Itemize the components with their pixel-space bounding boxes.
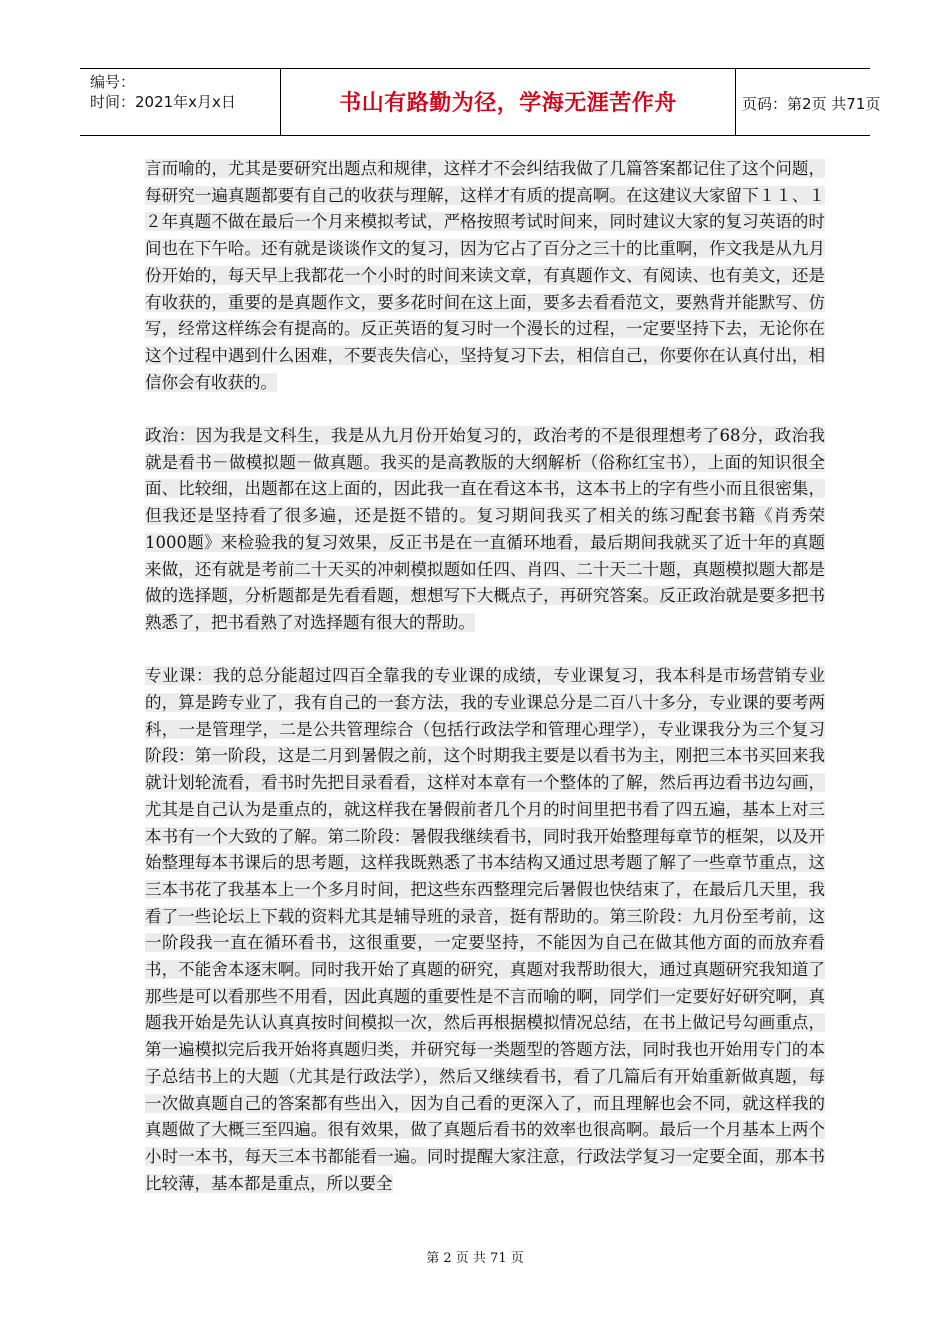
header-page-number: 页码：第2页 共71页 (742, 95, 881, 113)
paragraph-text: 专业课：我的总分能超过四百全靠我的专业课的成绩，专业课复习，我本科是市场营销专业的，算是跨专业了，我有自己的一套方法，我的专业课总分是二百八十多分，专业课的要考两科，一是管理学，二是公共管理综合（包括行政法学和管理心理学），专业课我分为三个复习阶段：第一阶段，这是二月到暑假之前，这个时期我主要是以看书为主，刚把三本书买回来我就计划轮流看，看书时先把目录看看，这样对本章有一个整体的了解，然后再边看书边勾画，尤其是自己认为是重点的，就这样我在暑假前者几个月的时间里把书看了四五遍，基本上对三本书有一个大致的了解。第二阶段：暑假我继续看书，同时我开始整理每章节的框架，以及开始整理每本书课后的思考题，这样我既熟悉了书本结构又通过思考题了解了一些章节重点，这三本书花了我基本上一个多月时间，把这些东西整理完后暑假也快结束了，在最后几天里，我看了一些论坛上下载的资料尤其是辅导班的录音，挺有帮助的。第三阶段：九月份至考前，这一阶段我一直在循环看书，这很重要，一定要坚持，不能因为自己在做其他方面的而放弃看书，不能舍本逐末啊。同时我开始了真题的研究，真题对我帮助很大，通过真题研究我知道了那些是可以看那些不用看，因此真题的重要性是不言而喻的啊，同学们一定要好好研究啊，真题我开始是先认认真真按时间模拟一次，然后再根据模拟情况总结，在书上做记号勾画重点，第一遍模拟完后我开始将真题归类，并研究每一类题型的答题方法，同时我也开始用专门的本子总结书上的大题（尤其是行政法学），然后又继续看书，看了几篇后有开始重新做真题，每一次做真题自己的答案都有些出入，因为自己看的更深入了，而且理解也会不同，就这样我的真题做了大概三至四遍。很有效果，做了真题后看书的效率也很高啊。最后一个月基本上两个小时一本书，每天三本书都能看一遍。同时提醒大家注意，行政法学复习一定要全面，那本书比较薄，基本都是重点，所以要全 (145, 666, 825, 1193)
paragraph-text: 政治：因为我是文科生，我是从九月份开始复习的，政治考的不是很理想考了68分，政治我就是看书－做模拟题－做真题。我买的是高教版的大纲解析（俗称红宝书），上面的知识很全面、比较细，出题都在这上面的，因此我一直在看这本书，这本书上的字有些小而且很密集，但我还是坚持看了很多遍，还是挺不错的。复习期间我买了相关的练习配套书籍《肖秀荣1000题》来检验我的复习效果，反正书是在一直循环地看，最后期间我就买了近十年的真题来做，还有就是考前二十天买的冲刺模拟题如任四、肖四、二十天二十题，真题模拟题大都是做的选择题，分析题都是先看看题，想想写下大概点子，再研究答案。反正政治就是要多把书熟悉了，把书看熟了对选择题有很大的帮助。 (145, 426, 825, 632)
header-page-cell (736, 69, 881, 135)
header-motto-cell (281, 69, 736, 135)
paragraph-politics (145, 423, 825, 637)
paragraph-text: 言而喻的，尤其是要研究出题点和规律，这样才不会纠结我做了几篇答案都记住了这个问题，每研究一遍真题都要有自己的收获与理解，这样才有质的提高啊。在这建议大家留下１１、１２年真题不做在最后一个月来模拟考试，严格按照考试时间来，同时建议大家的复习英语的时间也在下午哈。还有就是谈谈作文的复习，因为它占了百分之三十的比重啊，作文我是从九月份开始的，每天早上我都花一个小时的时间来读文章，有真题作文、有阅读、也有美文，还是有收获的，重要的是真题作文，要多花时间在这上面，要多去看看范文，要熟背并能默写、仿写，经常这样练会有提高的。反正英语的复习时一个漫长的过程，一定要坚持下去，无论你在这个过程中遇到什么困难，不要丧失信心，坚持复习下去，相信自己，你要你在认真付出，相信你会有收获的。 (145, 159, 825, 392)
paragraph-spacer (145, 637, 825, 664)
paragraph-major-courses (145, 663, 825, 1197)
header-motto: 书山有路勤为径，学海无涯苦作舟 (339, 91, 677, 116)
page-footer: 第 2 页 共 71 页 (426, 1251, 524, 1266)
page-header (80, 68, 881, 136)
serial-label: 编号： (90, 73, 136, 91)
header-info-cell (80, 69, 281, 135)
paragraph-english-review (145, 156, 825, 396)
time-label: 时间：2021年x月x日 (90, 93, 236, 111)
paragraph-spacer (145, 396, 825, 423)
document-body (145, 156, 825, 1197)
